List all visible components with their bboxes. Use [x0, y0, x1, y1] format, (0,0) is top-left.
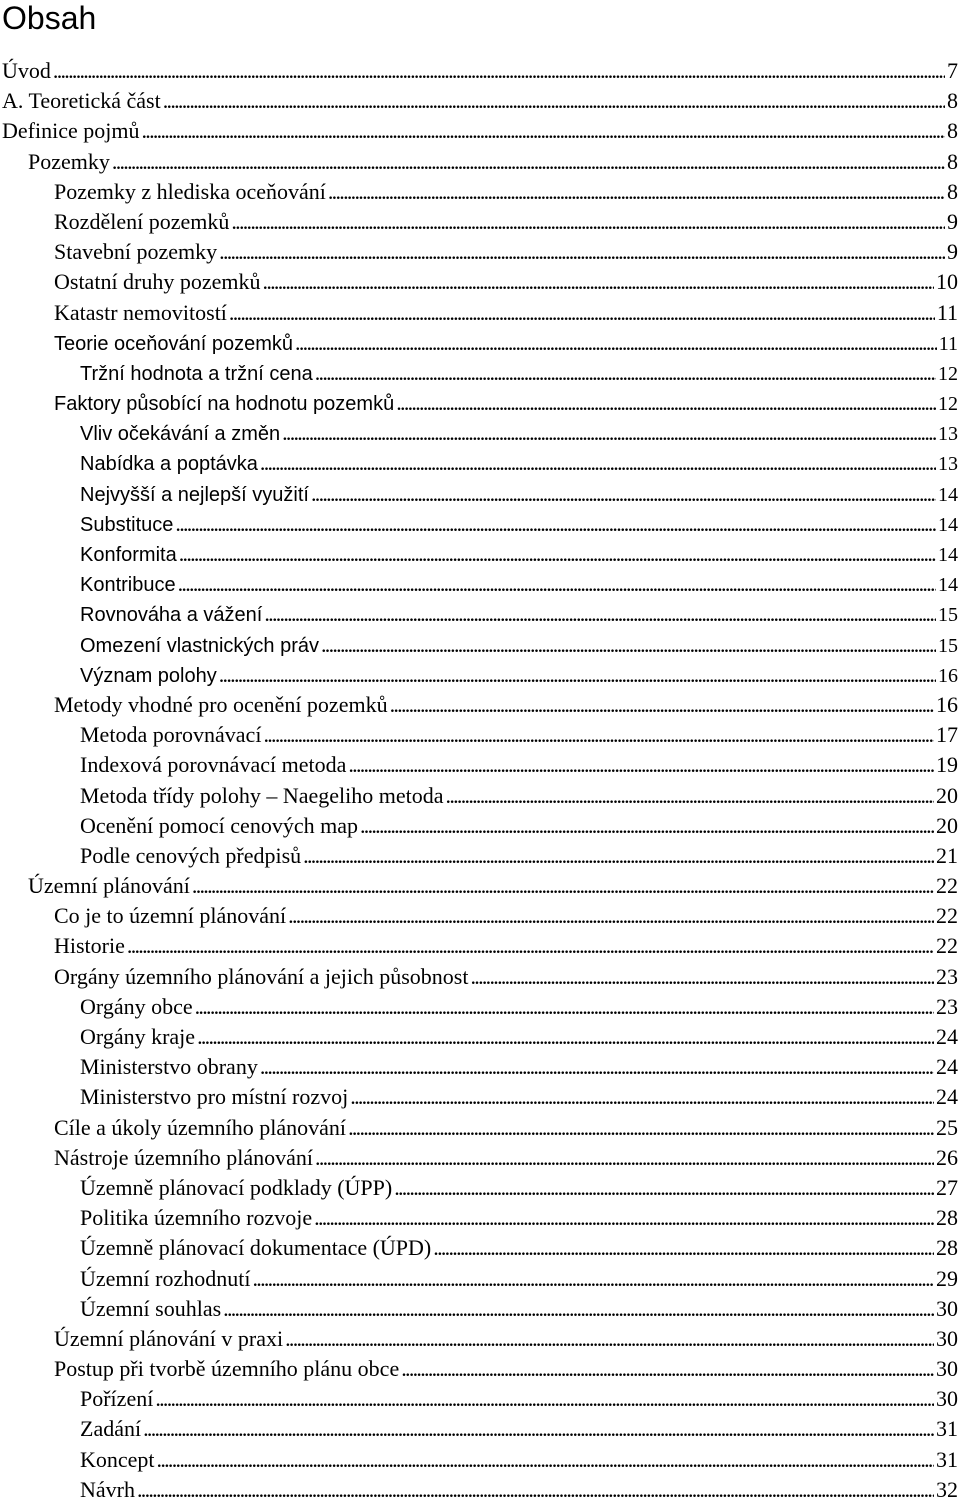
toc-entry-page-number: 25 [936, 1114, 958, 1140]
toc-entry-title: Indexová porovnávací metoda [80, 752, 347, 778]
toc-entry[interactable] [0, 811, 960, 841]
toc-entry-title: Orgány územního plánování a jejich působnost [54, 963, 469, 989]
toc-entry[interactable] [0, 1052, 960, 1082]
toc-entry[interactable] [0, 388, 960, 418]
toc-entry-page-number: 20 [936, 812, 958, 838]
toc-entry-page-number: 14 [938, 574, 958, 597]
toc-entry-page-number: 28 [936, 1235, 958, 1261]
toc-entry-title: Rozdělení pozemků [54, 208, 230, 234]
toc-entry[interactable] [0, 147, 960, 177]
toc-entry-page-number: 15 [938, 604, 958, 627]
toc-entry-page-number: 15 [938, 634, 958, 657]
toc-entry-title: Katastr nemovitostí [54, 299, 227, 325]
toc-entry-title: Kontribuce [80, 574, 176, 597]
toc-entry[interactable] [0, 1445, 960, 1475]
toc-entry[interactable] [0, 298, 960, 328]
dot-leader [143, 1414, 934, 1444]
toc-entry[interactable] [0, 750, 960, 780]
dot-leader [219, 660, 936, 690]
toc-entry-page-number: 31 [936, 1416, 958, 1442]
toc-entry[interactable] [0, 569, 960, 599]
toc-entry[interactable] [0, 660, 960, 690]
toc-entry[interactable] [0, 539, 960, 569]
dot-leader [155, 1384, 934, 1414]
toc-entry-title: Politika územního rozvoje [80, 1205, 313, 1231]
toc-entry-page-number: 7 [947, 58, 958, 83]
toc-entry[interactable] [0, 1294, 960, 1324]
dot-leader [197, 1022, 934, 1052]
toc-entry-page-number: 14 [938, 513, 958, 536]
table-of-contents [0, 56, 960, 1505]
toc-entry[interactable] [0, 720, 960, 750]
dot-leader [394, 1173, 934, 1203]
toc-entry-page-number: 29 [936, 1265, 958, 1291]
toc-entry-title: Územní plánování [28, 873, 190, 899]
toc-entry-page-number: 8 [947, 178, 958, 204]
toc-entry-page-number: 16 [938, 664, 958, 687]
dot-leader [163, 86, 945, 116]
dot-leader [112, 147, 945, 177]
toc-entry-page-number: 8 [947, 88, 958, 114]
toc-entry-page-number: 28 [936, 1205, 958, 1231]
toc-entry-page-number: 31 [936, 1446, 958, 1472]
toc-entry[interactable] [0, 630, 960, 660]
toc-entry-page-number: 14 [938, 544, 958, 566]
dot-leader [178, 569, 936, 599]
toc-entry-title: Územní plánování v praxi [54, 1325, 284, 1351]
toc-entry-page-number: 13 [938, 453, 958, 476]
dot-leader [295, 328, 937, 358]
toc-entry-page-number: 17 [936, 722, 958, 748]
dot-leader [223, 1294, 934, 1324]
toc-entry-title: Význam polohy [80, 664, 217, 687]
toc-entry-page-number: 30 [936, 1386, 958, 1412]
toc-entry-title: Tržní hodnota a tržní cena [80, 362, 313, 385]
toc-entry[interactable] [0, 56, 960, 86]
toc-entry-page-number: 22 [936, 873, 958, 899]
dot-leader [348, 750, 934, 780]
dot-leader [252, 1264, 934, 1294]
toc-entry-title: Definice pojmů [2, 118, 140, 144]
toc-entry-title: Zadání [80, 1416, 142, 1442]
toc-entry[interactable] [0, 1324, 960, 1354]
toc-entry-title: Územní souhlas [80, 1295, 222, 1321]
toc-entry[interactable] [0, 116, 960, 146]
dot-leader [288, 901, 934, 931]
dot-leader [157, 1445, 934, 1475]
dot-leader [401, 1354, 934, 1384]
dot-leader [179, 539, 936, 569]
toc-entry-title: Ocenění pomocí cenových map [80, 812, 358, 838]
toc-entry[interactable] [0, 479, 960, 509]
toc-entry[interactable] [0, 1022, 960, 1052]
toc-entry-page-number: 13 [938, 423, 958, 446]
toc-entry[interactable] [0, 1233, 960, 1263]
toc-entry[interactable] [0, 358, 960, 388]
toc-entry[interactable] [0, 328, 960, 358]
toc-entry[interactable] [0, 1384, 960, 1414]
dot-leader [390, 690, 934, 720]
dot-leader [350, 1082, 934, 1112]
toc-heading: Obsah [2, 0, 97, 36]
toc-entry[interactable] [0, 1414, 960, 1444]
toc-entry-title: Úvod [2, 58, 51, 83]
dot-leader [219, 237, 945, 267]
toc-entry-title: Nástroje územního plánování [54, 1144, 314, 1170]
toc-entry[interactable] [0, 177, 960, 207]
dot-leader [260, 448, 936, 478]
dot-leader [263, 267, 934, 297]
toc-entry-page-number: 24 [936, 1024, 958, 1049]
toc-entry[interactable] [0, 1203, 960, 1233]
toc-entry-page-number: 16 [936, 691, 958, 717]
toc-entry-page-number: 11 [936, 299, 958, 325]
toc-entry-page-number: 26 [936, 1144, 958, 1170]
toc-entry-title: Orgány kraje [80, 1024, 196, 1049]
dot-leader [175, 509, 936, 539]
toc-entry-title: Nabídka a poptávka [80, 453, 258, 476]
toc-entry-title: Rovnováha a vážení [80, 604, 263, 627]
dot-leader [137, 1475, 934, 1505]
dot-leader [229, 298, 935, 328]
toc-entry-title: Vliv očekávání a změn [80, 423, 281, 446]
toc-entry-page-number: 22 [936, 933, 958, 959]
toc-entry-page-number: 9 [947, 239, 958, 265]
toc-entry-title: Nejvyšší a nejlepší využití [80, 483, 309, 506]
toc-entry[interactable] [0, 599, 960, 629]
dot-leader [315, 1143, 934, 1173]
toc-entry-title: Postup při tvorbě územního plánu obce [54, 1356, 400, 1382]
dot-leader [195, 992, 934, 1022]
dot-leader [53, 56, 945, 86]
toc-entry-page-number: 12 [938, 362, 958, 385]
toc-entry-page-number: 14 [938, 483, 958, 506]
toc-entry[interactable] [0, 1082, 960, 1112]
toc-entry-page-number: 20 [936, 782, 958, 808]
toc-entry[interactable] [0, 901, 960, 931]
toc-entry-page-number: 11 [938, 332, 958, 355]
toc-entry-page-number: 8 [947, 148, 958, 174]
toc-entry[interactable] [0, 267, 960, 297]
toc-entry-title: A. Teoretická část [2, 88, 161, 114]
toc-entry-title: Orgány obce [80, 993, 193, 1019]
toc-entry-title: Substituce [80, 513, 174, 536]
toc-entry[interactable] [0, 1173, 960, 1203]
toc-entry[interactable] [0, 1475, 960, 1505]
dot-leader [396, 388, 936, 418]
toc-entry[interactable] [0, 448, 960, 478]
toc-entry[interactable] [0, 1354, 960, 1384]
toc-entry[interactable] [0, 1113, 960, 1143]
toc-entry-title: Faktory působící na hodnotu pozemků [54, 393, 395, 416]
toc-entry-title: Cíle a úkoly územního plánování [54, 1114, 347, 1140]
toc-entry-title: Ministerstvo obrany [80, 1054, 258, 1080]
toc-entry-title: Územně plánovací podklady (ÚPP) [80, 1174, 393, 1200]
dot-leader [141, 116, 945, 146]
toc-entry-page-number: 19 [936, 752, 958, 778]
toc-entry-page-number: 24 [936, 1054, 958, 1080]
toc-entry-page-number: 10 [936, 269, 958, 295]
toc-entry[interactable] [0, 418, 960, 448]
toc-entry-title: Metoda porovnávací [80, 722, 262, 748]
toc-entry-title: Stavební pozemky [54, 239, 218, 265]
toc-entry-title: Podle cenových předpisů [80, 842, 302, 868]
toc-entry-page-number: 8 [947, 118, 958, 144]
toc-entry-title: Omezení vlastnických práv [80, 634, 319, 657]
dot-leader [311, 479, 936, 509]
toc-entry-title: Pořízení [80, 1386, 154, 1412]
toc-entry-title: Konformita [80, 544, 177, 566]
toc-entry[interactable] [0, 86, 960, 116]
toc-entry[interactable] [0, 237, 960, 267]
toc-entry-page-number: 23 [936, 963, 958, 989]
dot-leader [314, 1203, 934, 1233]
dot-leader [127, 931, 934, 961]
dot-leader [285, 1324, 934, 1354]
dot-leader [260, 1052, 934, 1082]
toc-entry[interactable] [0, 207, 960, 237]
dot-leader [328, 177, 945, 207]
toc-entry-title: Metody vhodné pro ocenění pozemků [54, 691, 388, 717]
toc-entry[interactable] [0, 690, 960, 720]
toc-entry[interactable] [0, 992, 960, 1022]
dot-leader [321, 630, 936, 660]
dot-leader [264, 599, 936, 629]
dot-leader [360, 811, 934, 841]
toc-entry-title: Koncept [80, 1446, 155, 1472]
toc-entry[interactable] [0, 781, 960, 811]
toc-entry-page-number: 24 [936, 1084, 958, 1110]
toc-entry-page-number: 27 [936, 1174, 958, 1200]
dot-leader [315, 358, 936, 388]
dot-leader [303, 841, 934, 871]
toc-entry-page-number: 12 [938, 393, 958, 416]
dot-leader [470, 962, 934, 992]
toc-entry-title: Historie [54, 933, 125, 959]
toc-entry-page-number: 9 [947, 208, 958, 234]
toc-entry-title: Pozemky z hlediska oceňování [54, 178, 326, 204]
toc-entry-page-number: 21 [936, 842, 958, 868]
toc-entry-page-number: 22 [936, 903, 958, 929]
dot-leader [231, 207, 945, 237]
toc-entry-page-number: 30 [936, 1295, 958, 1321]
toc-entry-page-number: 23 [936, 993, 958, 1019]
dot-leader [433, 1233, 934, 1263]
toc-entry-page-number: 30 [936, 1325, 958, 1351]
toc-entry-title: Územní rozhodnutí [80, 1265, 251, 1291]
toc-entry-title: Pozemky [28, 148, 110, 174]
toc-entry-title: Co je to územní plánování [54, 903, 287, 929]
toc-entry[interactable] [0, 931, 960, 961]
dot-leader [282, 418, 936, 448]
toc-entry[interactable] [0, 1264, 960, 1294]
dot-leader [263, 720, 934, 750]
toc-entry[interactable] [0, 841, 960, 871]
dot-leader [446, 781, 934, 811]
dot-leader [348, 1113, 934, 1143]
toc-entry[interactable] [0, 509, 960, 539]
toc-entry-title: Metoda třídy polohy – Naegeliho metoda [80, 782, 444, 808]
toc-entry-title: Teorie oceňování pozemků [54, 332, 294, 355]
toc-entry-title: Ostatní druhy pozemků [54, 269, 261, 295]
toc-entry[interactable] [0, 871, 960, 901]
toc-entry-title: Územně plánovací dokumentace (ÚPD) [80, 1235, 432, 1261]
toc-entry[interactable] [0, 1143, 960, 1173]
toc-entry-title: Ministerstvo pro místní rozvoj [80, 1084, 349, 1110]
toc-entry-page-number: 30 [936, 1356, 958, 1382]
toc-entry-title: Návrh [80, 1476, 135, 1502]
toc-entry-page-number: 32 [936, 1476, 958, 1502]
dot-leader [192, 871, 934, 901]
toc-entry[interactable] [0, 962, 960, 992]
